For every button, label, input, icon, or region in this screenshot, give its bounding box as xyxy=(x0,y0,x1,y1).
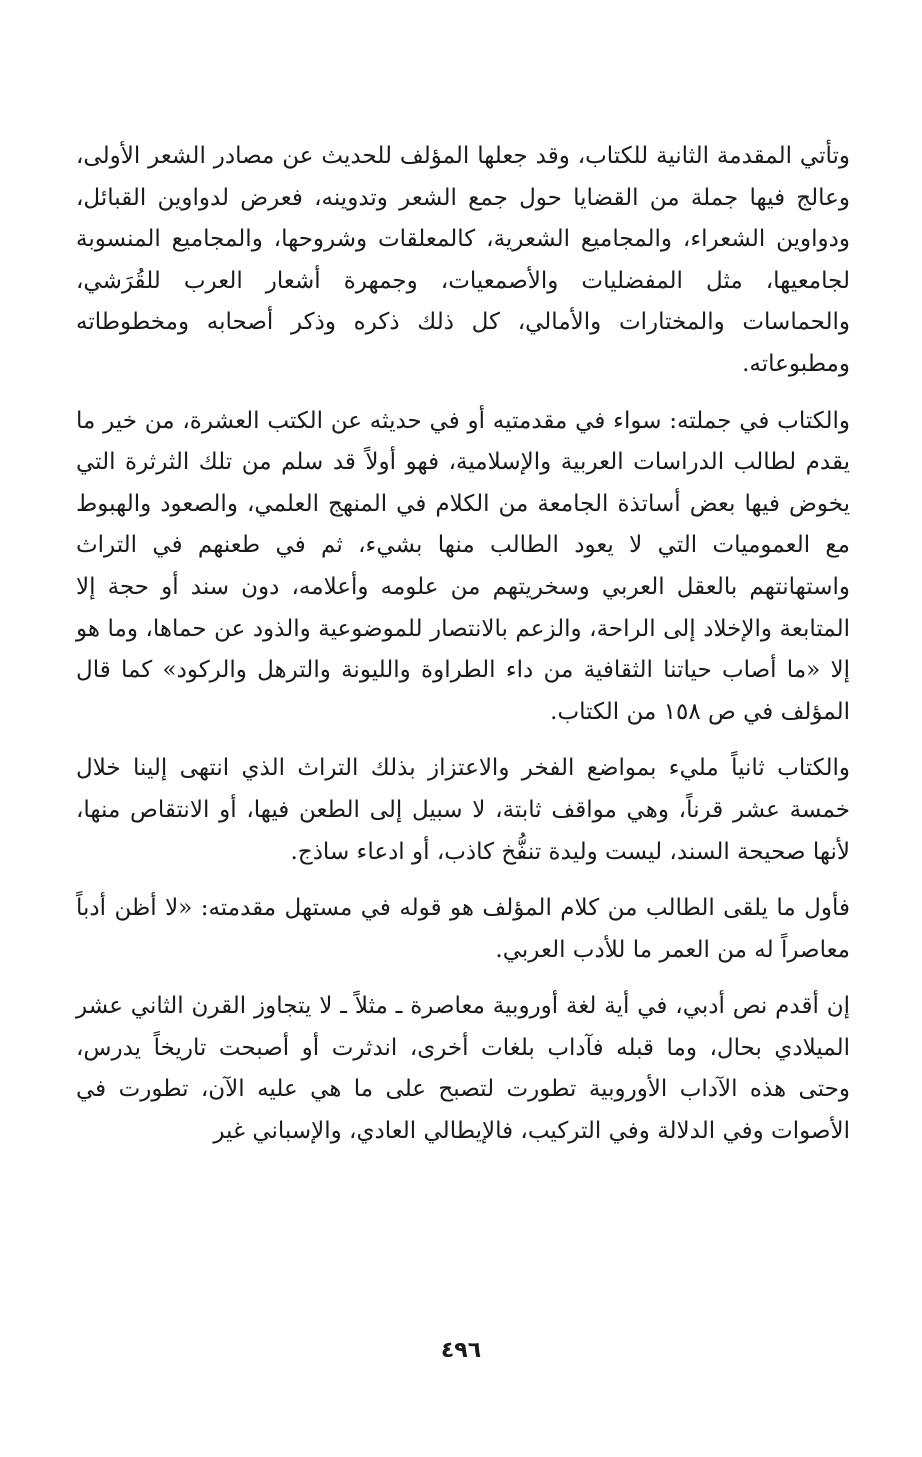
page-number: ٤٩٦ xyxy=(440,1338,482,1363)
paragraph-1: وتأتي المقدمة الثانية للكتاب، وقد جعلها المؤلف للحديث عن مصادر الشعر الأولى، وعالج فيها جملة من القضايا حول جمع الشعر وتدوينه، فعرض لدواوين القبائل، ودواوين الشعراء، والمجاميع الشعرية، كالمعلقات وشروحها، والمجاميع المنسوبة لجامعيها، مثل المفضليات والأصمعيات، وجمهرة أشعار العرب للقُرَشي، والحماسات والمختارات والأمالي، كل ذلك ذكره وذكر أصحابه ومخطوطاته ومطبوعاته. xyxy=(76,143,850,377)
paragraph-3: والكتاب ثانياً مليء بمواضع الفخر والاعتزاز بذلك التراث الذي انتهى إلينا خلال خمسة عشر قرناً، وهي مواقف ثابتة، لا سبيل إلى الطعن فيها، أو الانتقاص منها، لأنها صحيحة السند، ليست وليدة تنفُّخ كاذب، أو ادعاء ساذج. xyxy=(76,755,850,865)
page-body xyxy=(76,136,850,1153)
paragraph-4: فأول ما يلقى الطالب من كلام المؤلف هو قوله في مستهل مقدمته: «لا أظن أدباً معاصراً له من العمر ما للأدب العربي. xyxy=(76,895,850,963)
paragraph-5: إن أقدم نص أدبي، في أية لغة أوروبية معاصرة ـ مثلاً ـ لا يتجاوز القرن الثاني عشر الميلادي بحال، وما قبله فآداب بلغات أخرى، اندثرت أو أصبحت تاريخاً يدرس، وحتى هذه الآداب الأوروبية تطورت لتصبح على ما هي عليه الآن، تطورت في الأصوات وفي الدلالة وفي التركيب، فالإيطالي العادي، والإسباني غير xyxy=(76,993,850,1145)
paragraph-2: والكتاب في جملته: سواء في مقدمتيه أو في حديثه عن الكتب العشرة، من خير ما يقدم لطالب الدراسات العربية والإسلامية، فهو أولاً قد سلم من تلك الثرثرة التي يخوض فيها بعض أساتذة الجامعة من الكلام في المنهج العلمي، والصعود والهبوط مع العموميات التي لا يعود الطالب منها بشيء، ثم في طعنهم في التراث واستهانتهم بالعقل العربي وسخريتهم من علومه وأعلامه، دون سند أو حجة إلا المتابعة والإخلاد إلى الراحة، والزعم بالانتصار للموضوعية والذود عن حماها، وما هو إلا «ما أصاب حياتنا الثقافية من داء الطراوة والليونة والترهل والركود» كما قال المؤلف في ص ١٥٨ من الكتاب. xyxy=(76,407,850,725)
